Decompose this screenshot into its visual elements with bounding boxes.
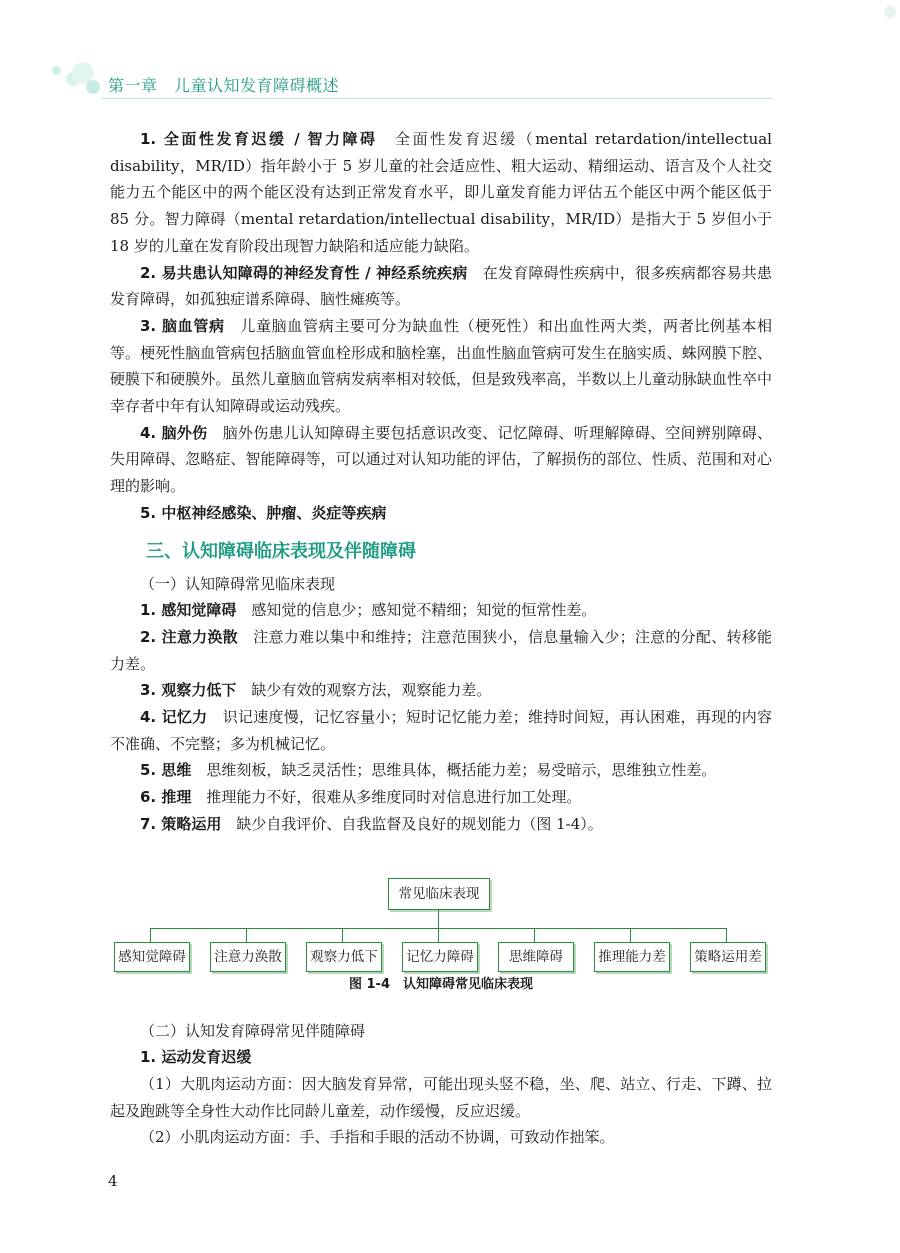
item-text: 识记速度慢，记忆容量小；短时记忆能力差；维持时间短，再认困难，再现的内容不准确、不完整；多为机械记忆。 (110, 708, 772, 753)
diagram-connector (726, 928, 727, 942)
paragraph (110, 811, 772, 838)
header-divider (102, 98, 772, 99)
item-heading: 1. 感知觉障碍 (140, 601, 237, 620)
diagram-connector (438, 928, 439, 942)
diagram-child-box: 思维障碍 (498, 942, 574, 972)
paragraph (110, 126, 772, 260)
main-content (110, 126, 772, 1151)
diagram-connector (534, 928, 535, 942)
paragraph (110, 260, 772, 313)
paragraph (110, 757, 772, 784)
paragraph (110, 500, 772, 527)
page-number: 4 (108, 1172, 118, 1190)
item-text: 全面性发育迟缓（mental retardation/intellectual disability，MR/ID）指年龄小于 5 岁儿童的社会适应性、粗大运动、精细运动、语言及个人社交能力五个能区中的两个能区没有达到正常发育水平，即儿童发育能力评估五个能区中两个能区低于 85 分。智力障碍（mental retardation/intellectual disability，MR/ID）是指大于 5 岁但小于 18 岁的儿童在发育阶段出现智力缺陷和适应能力缺陷。 (110, 130, 772, 255)
item-text: 儿童脑血管病主要可分为缺血性（梗死性）和出血性两大类，两者比例基本相等。梗死性脑血管病包括脑血管血栓形成和脑栓塞，出血性脑血管病可发生在脑实质、蛛网膜下腔、硬膜下和硬膜外。虽然儿童脑血管病发病率相对较低，但是致残率高，半数以上儿童动脉缺血性卒中幸存者中年有认知障碍或运动残疾。 (110, 316, 772, 416)
item-text: 注意力难以集中和维持；注意范围狭小，信息量输入少；注意的分配、转移能力差。 (110, 627, 772, 673)
item-heading: 5. 思维 (140, 761, 192, 780)
paragraph (110, 784, 772, 811)
page-header (0, 0, 900, 110)
item-heading: 3. 观察力低下 (140, 681, 237, 700)
corner-decor (884, 6, 896, 18)
diagram-child-box: 注意力涣散 (210, 942, 286, 972)
subsection-heading: （一）认知障碍常见临床表现 (140, 574, 336, 593)
figure-1-4-diagram (110, 856, 772, 996)
item-text: 思维刻板，缺乏灵活性；思维具体，概括能力差；易受暗示，思维独立性差。 (191, 761, 717, 780)
diagram-child-box: 策略运用差 (690, 942, 766, 972)
diagram-root-box: 常见临床表现 (388, 878, 490, 910)
item-text: 感知觉的信息少；感知觉不精细；知觉的恒常性差。 (236, 601, 597, 620)
item-heading: 7. 策略运用 (140, 814, 222, 833)
diagram-child-box: 观察力低下 (306, 942, 382, 972)
paragraph (110, 677, 772, 704)
paragraph (110, 313, 772, 420)
item-text: 缺少有效的观察方法，观察能力差。 (236, 681, 492, 700)
diagram-child-box: 推理能力差 (594, 942, 670, 972)
item-heading: 1. 全面性发育迟缓 / 智力障碍 (140, 130, 378, 148)
chapter-title: 第一章 儿童认知发育障碍概述 (108, 76, 340, 95)
paragraph: （1）大肌肉运动方面：因大脑发育异常，可能出现头竖不稳，坐、爬、站立、行走、下蹲、拉起及跑跳等全身性大动作比同龄儿童差，动作缓慢，反应迟缓。 (110, 1074, 772, 1120)
paragraph (110, 624, 772, 677)
item-heading: 6. 推理 (140, 788, 192, 807)
subsection-heading: （二）认知发育障碍常见伴随障碍 (140, 1021, 366, 1040)
paragraph (110, 420, 772, 500)
item-heading: 4. 脑外伤 (140, 423, 208, 442)
decor-dot (86, 80, 100, 94)
diagram-connector (246, 928, 247, 942)
figure-caption: 图 1-4 认知障碍常见临床表现 (348, 976, 533, 992)
item-heading: 3. 脑血管病 (140, 316, 225, 335)
diagram-connector (150, 928, 151, 942)
diagram-connector (438, 910, 439, 928)
item-text: 缺少自我评价、自我监督及良好的规划能力（图 1-4）。 (221, 814, 603, 833)
paragraph (110, 704, 772, 757)
item-heading: 5. 中枢神经感染、肿瘤、炎症等疾病 (140, 503, 387, 522)
item-text: 在发育障碍性疾病中，很多疾病都容易共患发育障碍，如孤独症谱系障碍、脑性瘫痪等。 (110, 263, 772, 309)
item-text: 推理能力不好，很难从多维度同时对信息进行加工处理。 (191, 788, 582, 807)
section-heading: 三、认知障碍临床表现及伴随障碍 (146, 540, 416, 562)
paragraph (110, 597, 772, 624)
item-heading: 2. 注意力涣散 (140, 627, 238, 646)
item-text: 脑外伤患儿认知障碍主要包括意识改变、记忆障碍、听理解障碍、空间辨别障碍、失用障碍、忽略症、智能障碍等，可以通过对认知功能的评估，了解损伤的部位、性质、范围和对心理的影响。 (110, 423, 772, 496)
item-heading: 1. 运动发育迟缓 (140, 1048, 252, 1067)
diagram-connector (342, 928, 343, 942)
item-heading: 4. 记忆力 (140, 708, 208, 727)
decor-dot (52, 66, 61, 75)
item-heading: 2. 易共患认知障碍的神经发育性 / 神经系统疾病 (140, 263, 468, 282)
paragraph: （2）小肌肉运动方面：手、手指和手眼的活动不协调，可致动作拙笨。 (140, 1128, 615, 1147)
diagram-child-box: 感知觉障碍 (114, 942, 190, 972)
diagram-connector (630, 928, 631, 942)
diagram-child-box: 记忆力障碍 (402, 942, 478, 972)
